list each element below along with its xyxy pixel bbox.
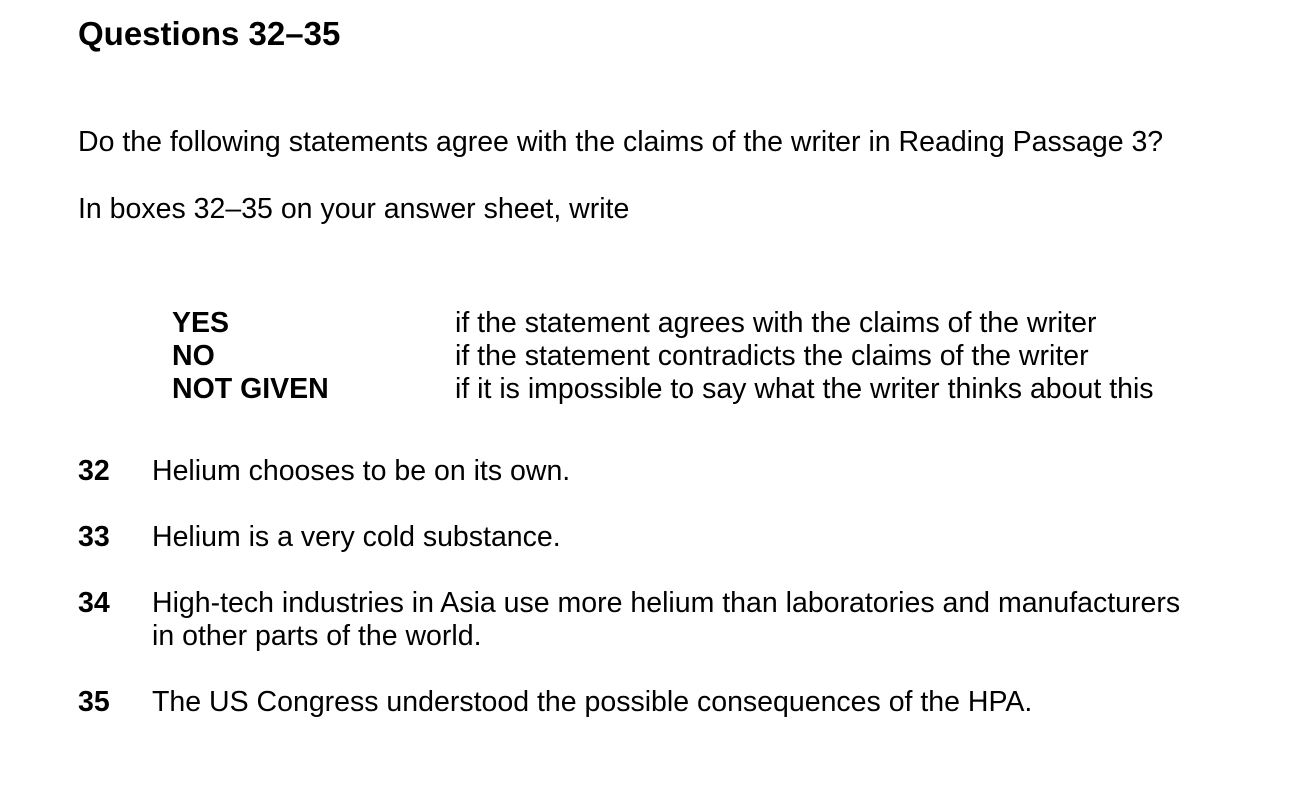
questions-list (78, 455, 1240, 719)
question-text-35: The US Congress understood the possible consequences of the HPA. (152, 685, 1033, 718)
question-number-33: 33 (78, 520, 110, 553)
question-row-34 (78, 587, 1240, 653)
answer-key-label-no: NO (172, 339, 215, 372)
question-number-34: 34 (78, 586, 110, 619)
answer-key-description-no: if the statement contradicts the claims of the writer (455, 339, 1089, 372)
answer-key-label-not-given: NOT GIVEN (172, 372, 329, 405)
answer-key-label-yes: YES (172, 306, 230, 339)
question-number-32: 32 (78, 454, 110, 487)
question-row-35 (78, 686, 1240, 719)
instruction-line-2: In boxes 32–35 on your answer sheet, write (78, 192, 630, 225)
question-text-32: Helium chooses to be on its own. (152, 454, 571, 487)
question-row-32 (78, 455, 1240, 488)
answer-key-row-yes (172, 307, 1240, 340)
instruction-line-1: Do the following statements agree with the claims of the writer in Reading Passage 3? (78, 125, 1164, 158)
answer-key-block (172, 307, 1240, 406)
answer-key-row-no (172, 340, 1240, 373)
question-text-34: High-tech industries in Asia use more helium than laboratories and manufacturers in other parts of the world. (152, 586, 1181, 652)
question-row-33 (78, 521, 1240, 554)
answer-key-description-not-given: if it is impossible to say what the writer thinks about this (455, 372, 1154, 405)
question-text-33: Helium is a very cold substance. (152, 520, 561, 553)
answer-key-row-not-given (172, 373, 1240, 406)
answer-key-description-yes: if the statement agrees with the claims of the writer (455, 306, 1097, 339)
question-number-35: 35 (78, 685, 110, 718)
page-title: Questions 32–35 (78, 15, 341, 52)
